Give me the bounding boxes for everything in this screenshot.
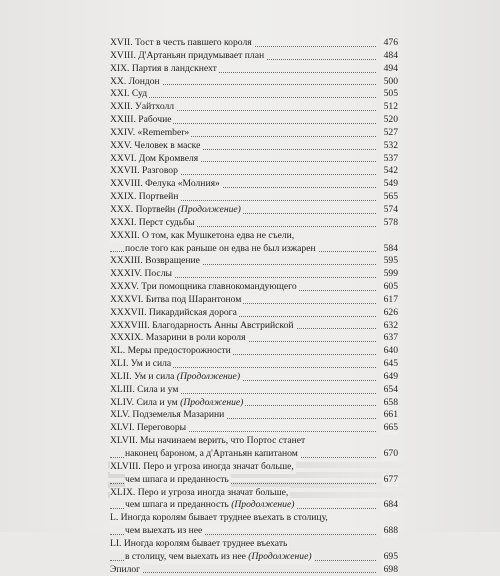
chapter-title-text: XXVIII. Фелука «Молния» [110,178,220,190]
chapter-title-text: XLIV. Сила и ум [110,396,181,408]
chapter-title [110,50,266,63]
toc-entry-line [110,243,398,256]
chapter-title-text: XXXI. Перст судьбы [110,216,195,228]
chapter-title [125,474,231,487]
chapter-title-text: XXIV. «Remember» [110,126,190,138]
page-number: 520 [383,114,398,126]
toc-entry-line [110,178,398,191]
toc-entry-line [110,191,398,204]
chapter-title [110,384,180,397]
chapter-title-text: XLI. Ум и сила [110,358,172,370]
chapter-title [125,551,314,564]
page-number: 512 [383,101,398,113]
page-number: 532 [383,139,398,151]
page-number: 626 [383,306,398,318]
toc-entry-line [110,525,398,538]
page-number: 578 [383,216,398,228]
toc-entry-line [110,204,398,217]
toc-entry-line [110,397,398,410]
toc-entry-line [110,114,398,127]
chapter-title [110,165,180,178]
toc-entry-line [110,165,398,178]
chapter-title [110,114,173,127]
toc-entry-line [110,127,398,140]
chapter-title [110,281,299,294]
chapter-title [110,358,173,371]
dot-leader [110,572,376,573]
chapter-title-text: XXII. Уайтхолл [110,101,175,113]
chapter-title [110,538,289,551]
page-number: 542 [383,165,398,177]
page-number: 695 [383,550,398,562]
chapter-title [125,448,300,461]
page-number: 476 [383,37,398,48]
toc-entry-line [110,230,398,243]
page-number: 654 [383,383,398,395]
page-number: 595 [383,255,398,267]
chapter-title-text: XXXIX. Мазарини в роли короля [110,332,246,344]
page-number: 494 [383,62,398,74]
page-number: 527 [383,126,398,138]
toc-entry-line [110,564,398,576]
toc-entry-line [110,371,398,384]
toc-entry-line [110,345,398,358]
chapter-title-text: XVIII. Д'Артаньян придумывает план [110,49,265,61]
chapter-title-text: XLVII. Мы начинаем верить, что Портос станет [110,435,306,447]
page-number: 677 [383,473,398,485]
chapter-title [125,499,296,512]
page-number: 645 [383,358,398,370]
page-number: 574 [383,203,398,215]
chapter-title-text: XXIX. Портвейн [110,191,179,203]
chapter-title [110,88,149,101]
chapter-title [110,140,202,153]
chapter-title [110,564,142,576]
page-number: 565 [383,191,398,203]
chapter-title [125,243,318,256]
chapter-title [110,76,162,89]
chapter-title [110,178,222,191]
toc-entry-line [110,332,398,345]
chapter-title-text: XXXVI. Битва под Шарантоном [110,293,242,305]
chapter-title [110,397,245,410]
chapter-title [110,487,290,500]
chapter-title-text: XXI. Суд [110,88,148,100]
page-number: 670 [383,448,398,459]
chapter-title [110,461,296,474]
page-number: 617 [383,293,398,305]
continuation-note: (Продолжение) [177,203,241,215]
toc-entry-line [110,358,398,371]
chapter-title [110,204,243,217]
toc-entry-line [110,63,398,76]
chapter-title [110,191,180,204]
page-number: 640 [383,345,398,357]
chapter-title-text: XXXIV. Послы [110,268,172,280]
page-number: 658 [383,396,398,408]
page-number: 632 [383,319,398,331]
toc-entry-line [110,551,398,564]
toc-entry-line [110,409,398,422]
page-number: 549 [383,178,398,190]
chapter-title-text: после того как раньше он едва не был изжарен [125,242,316,254]
chapter-title [125,525,204,538]
page-number: 637 [383,332,398,344]
chapter-title-text: XX. Лондон [110,75,160,87]
toc-entry-line [110,422,398,435]
chapter-title [110,435,307,448]
chapter-title-text: чем выехать из нее [125,525,203,537]
chapter-title-text: XL. Меры предосторожности [110,345,231,357]
page-number: 584 [383,242,398,254]
continuation-note: (Продолжение) [180,396,244,408]
page-number: 505 [383,88,398,100]
toc-entry-line [110,140,398,153]
chapter-title [110,345,233,358]
page-number: 661 [383,409,398,421]
page-number: 684 [383,499,398,511]
chapter-title-text: XVII. Тост в честь павшего короля [110,37,252,48]
toc-entry-line [110,512,398,525]
page-number: 649 [383,370,398,382]
continuation-note: (Продолжение) [176,370,241,382]
page-number: 665 [383,422,398,434]
chapter-title-text: XIX. Партия в ландскнехт [110,62,217,74]
page-number: 599 [383,268,398,280]
dot-leader [110,97,376,98]
toc-entry-line [110,320,398,333]
chapter-title [110,37,254,50]
toc-entry-line [110,255,398,268]
toc-entry-line [110,538,398,551]
chapter-title-text: L. Иногда королям бывает труднее въехать в столицу, [110,512,328,524]
continuation-note: (Продолжение) [231,499,295,511]
chapter-title-text: XXXV. Три помощника главнокомандующего [110,281,297,293]
chapter-title-text: XXXII. О том, как Мушкетона едва не съели, [110,229,295,241]
toc-entry-line [110,294,398,307]
chapter-title-text: LI. Иногда королям бывает труднее въехать [110,537,288,549]
toc-entry-line [110,153,398,166]
toc-entry-line [110,50,398,63]
chapter-title-text: XLVIII. Перо и угроза иногда значат больше, [110,460,294,472]
chapter-title [110,153,200,166]
chapter-title [110,101,176,114]
chapter-title-text: XXXIII. Возвращение [110,255,200,267]
page-number: 605 [383,281,398,293]
chapter-title-text: XLIII. Сила и ум [110,383,179,395]
chapter-title-text: XXXVIII. Благодарность Анны Австрийской [110,319,294,331]
toc-entry-line [110,384,398,397]
toc-entry-line [110,88,398,101]
page-number: 484 [383,49,398,61]
chapter-title [110,422,188,435]
chapter-title [110,371,242,384]
page-number: 698 [383,563,398,575]
chapter-title-text: XXIII. Рабочие [110,114,172,126]
continuation-note: (Продолжение) [248,550,312,562]
page-number: 688 [383,525,398,537]
toc-entry-line [110,281,398,294]
chapter-title [110,294,243,307]
chapter-title-text: чем шпага и преданность [125,473,229,485]
chapter-title-text: XXV. Человек в маске [110,139,201,151]
page-number: 500 [383,75,398,87]
toc-entry-line [110,448,398,461]
chapter-title-text: в столицу, чем выехать из нее [125,550,249,562]
chapter-title-text: XLIX. Перо и угроза иногда значат больше, [110,486,289,498]
chapter-title [110,409,226,422]
toc-entry-line [110,101,398,114]
chapter-title-text: XXVII. Разговор [110,165,178,177]
page-number: 537 [383,152,398,164]
chapter-title [110,512,330,525]
toc-entry-line [110,307,398,320]
chapter-title [110,230,296,243]
chapter-title [110,255,202,268]
chapter-title [110,63,219,76]
chapter-title [110,307,239,320]
chapter-title-text: XXXVII. Пикардийская дорога [110,306,237,318]
chapter-title-text: XLII. Ум и сила [110,370,177,382]
chapter-title-text: XLVI. Переговоры [110,422,187,434]
toc-entry-line [110,37,398,50]
chapter-title [110,268,174,281]
chapter-title [110,217,197,230]
chapter-title-text: XXX. Портвейн [110,203,178,215]
chapter-title-text: чем шпага и преданность [125,499,232,511]
chapter-title-text: наконец бароном, а д'Артаньян капитаном [125,448,298,459]
chapter-title [110,320,296,333]
chapter-title-text: XXVI. Дом Кромвеля [110,152,199,164]
toc-entry-line [110,435,398,448]
chapter-title [110,332,248,345]
toc-entry-line [110,268,398,281]
toc-entry-line [110,76,398,89]
chapter-title-text: XLV. Подземелья Мазарини [110,409,225,421]
chapter-title [110,127,191,140]
chapter-title-text: Эпилог [110,563,141,575]
toc-entry-line [110,217,398,230]
